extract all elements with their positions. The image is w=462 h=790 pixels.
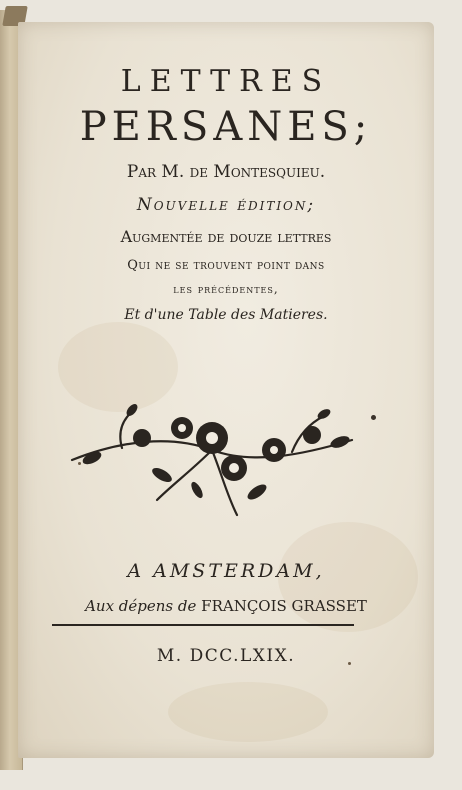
ink-dot — [371, 415, 376, 420]
author-line: Par M. de Montesquieu. — [126, 162, 326, 182]
paper-stain — [168, 682, 328, 742]
augment-line: Augmentée de douze lettres — [120, 227, 332, 246]
year-line: M. DCC.LXIX. — [156, 646, 296, 666]
publisher-line — [18, 597, 434, 615]
table-line: Et d'une Table des Matieres. — [124, 307, 328, 323]
qui-line: Qui ne se trouvent point dans — [127, 258, 325, 273]
les-line: les précédentes, — [173, 282, 279, 296]
publisher-name: FRANÇOIS GRASSET — [201, 597, 367, 615]
floral-vignette-icon — [62, 380, 362, 520]
paper-speck — [348, 662, 351, 665]
place-line: A AMSTERDAM, — [127, 560, 325, 582]
imprint-rule — [52, 624, 354, 626]
paper-speck — [78, 462, 81, 465]
title-page — [18, 22, 434, 758]
title-line-2: PERSANES; — [79, 104, 373, 150]
depens-prefix: Aux dépens de — [85, 597, 197, 615]
edition-line: Nouvelle édition; — [136, 195, 316, 215]
title-line-1: LETTRES — [120, 64, 332, 99]
